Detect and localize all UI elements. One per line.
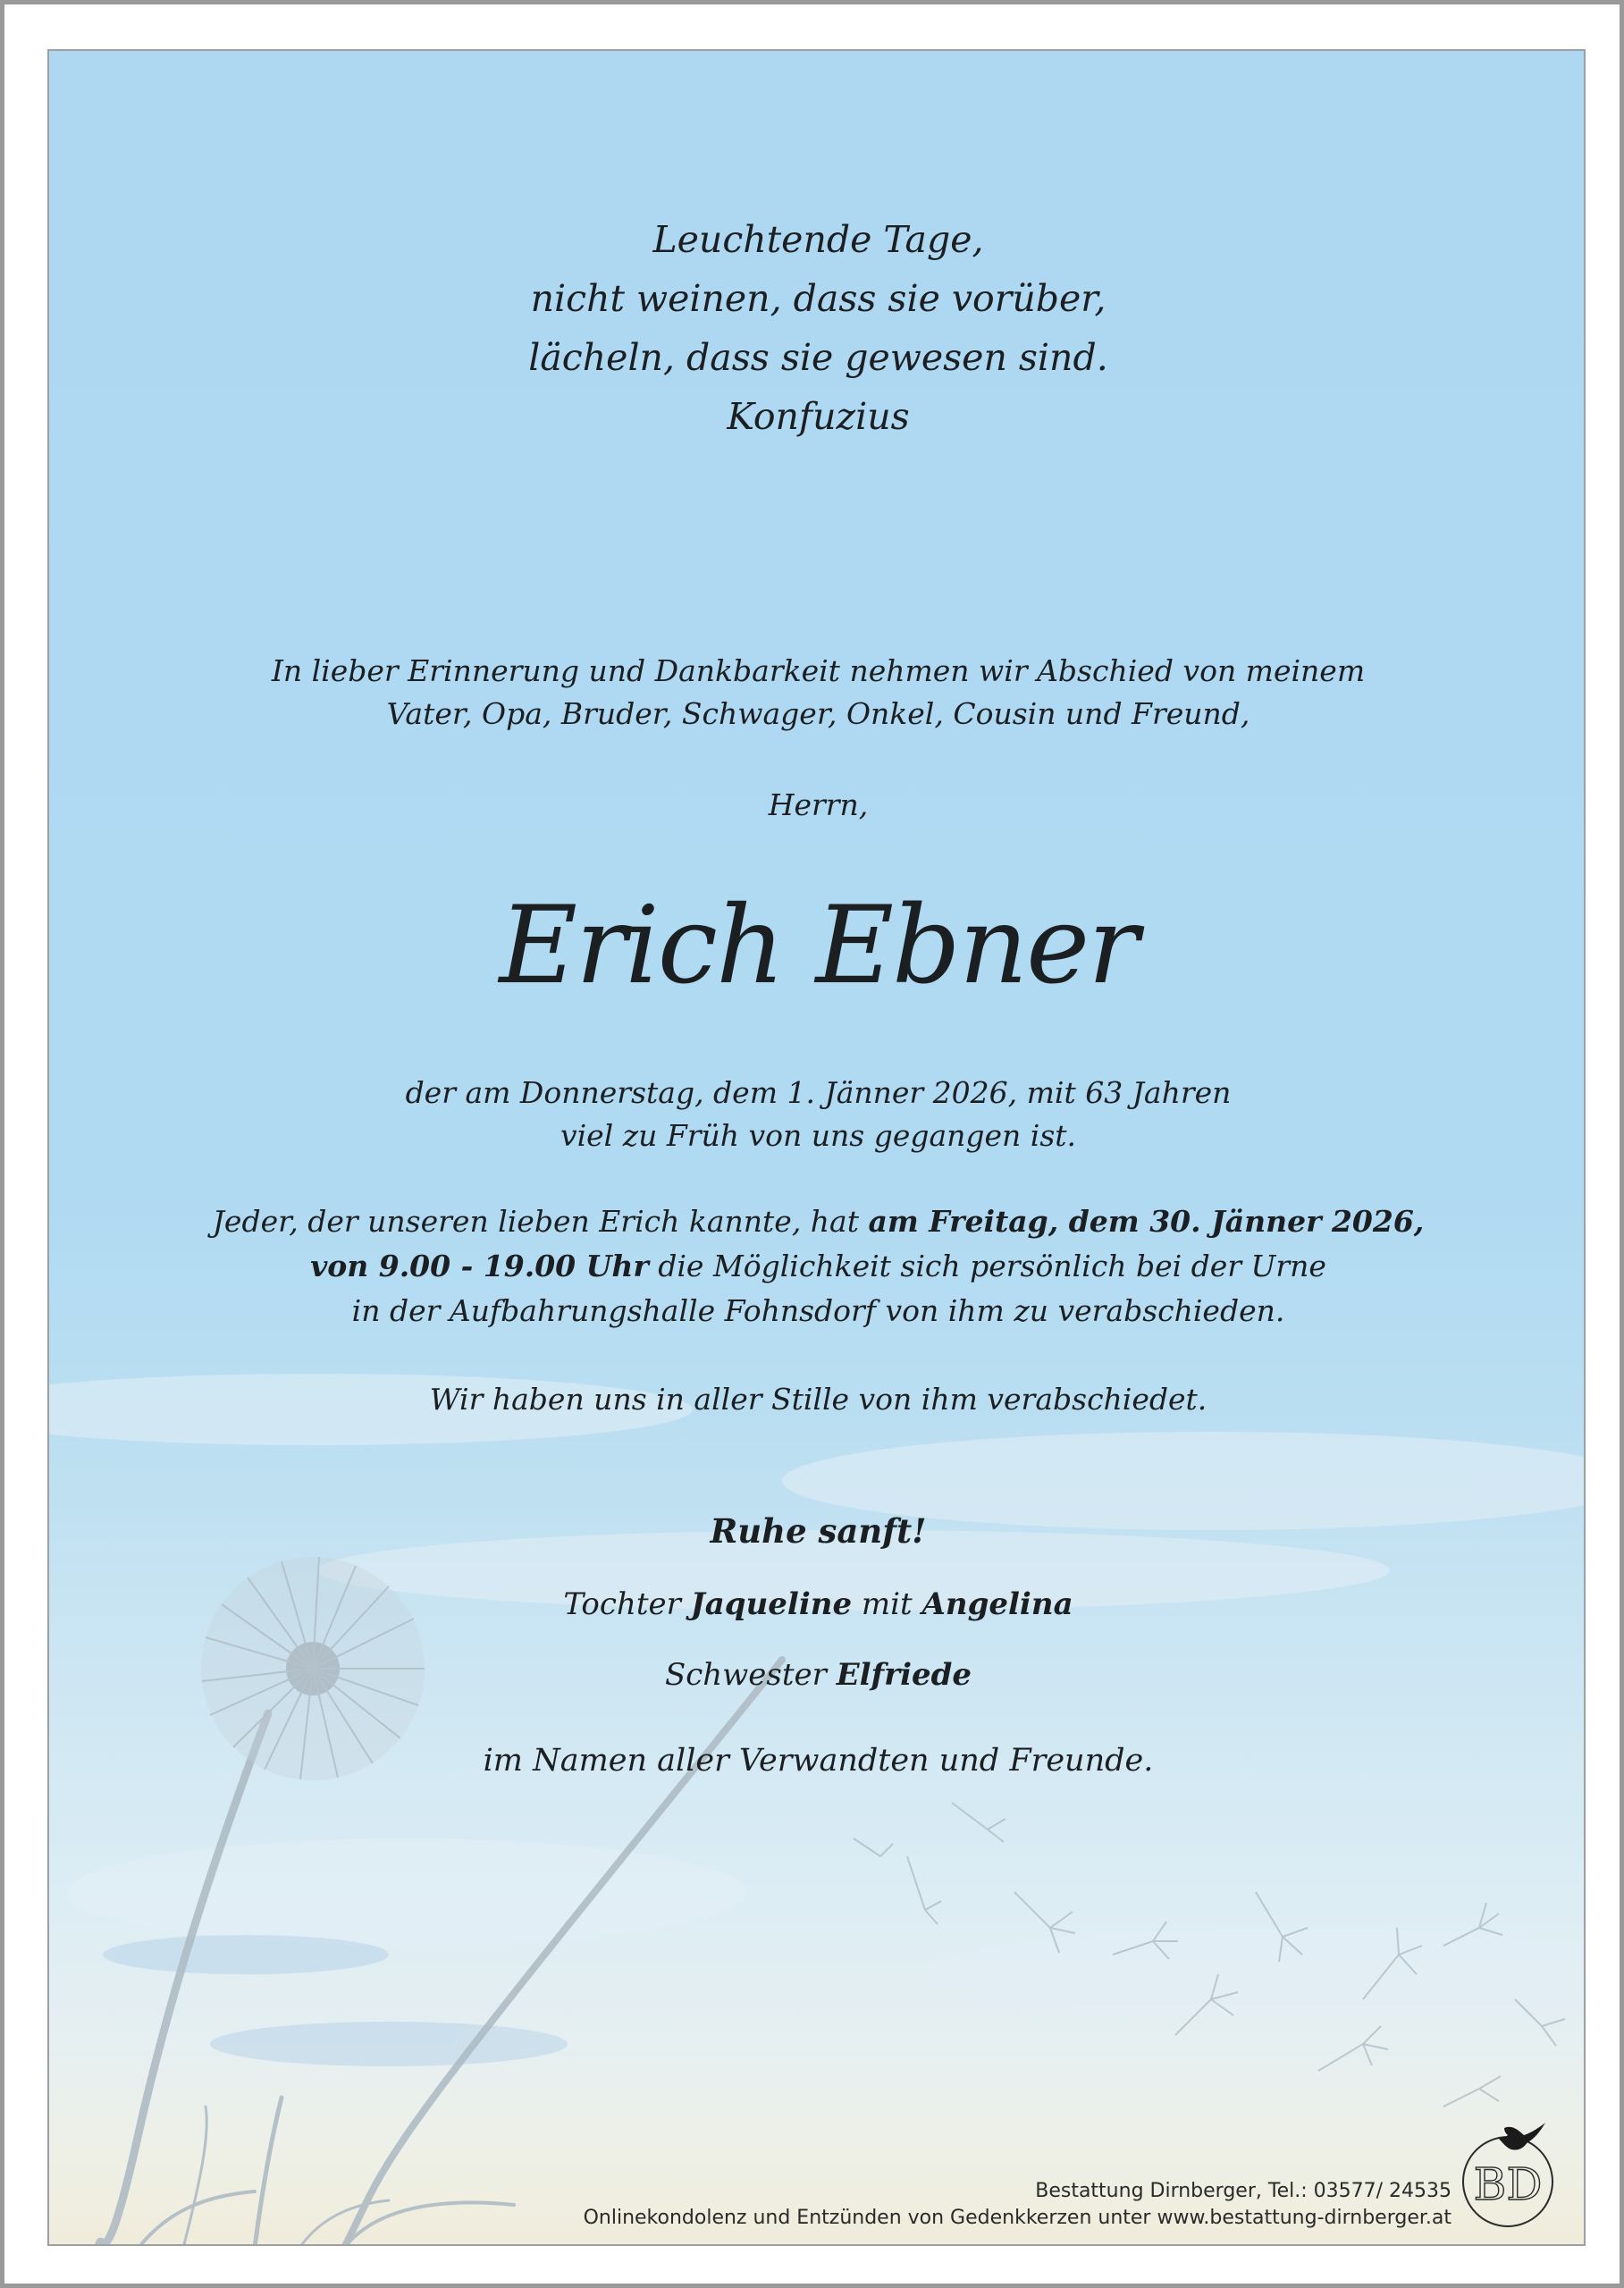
funeral-home-contact: Bestattung Dirnberger, Tel.: 03577/ 24535 [1035,2180,1452,2202]
poem-line: Leuchtende Tage, [652,218,984,261]
family-name: Elfriede [836,1657,972,1693]
family-relation: Schwester [664,1657,837,1693]
viewing-line-3: in der Aufbahrungshalle Fohnsdorf von ihm zu verabschieden. [351,1293,1285,1328]
memorial-poem [49,210,1586,446]
intro-paragraph [49,650,1586,736]
death-notice-line: der am Donnerstag, dem 1. Jänner 2026, mit 63 Jahren [405,1075,1232,1110]
salutation: Herrn, [768,787,869,822]
obituary-card [47,49,1586,2246]
funeral-home-logo [1452,2117,1569,2233]
intro-line: In lieber Erinnerung und Dankbarkeit nehmen wir Abschied von meinem [271,653,1366,688]
family-name: Jaqueline [690,1586,853,1622]
viewing-text: Jeder, der unseren lieben Erich kannte, hat [212,1204,869,1239]
viewing-text: die Möglichkeit sich persönlich bei der Urne [648,1249,1326,1283]
death-notice-line: viel zu Früh von uns gegangen ist. [560,1118,1077,1153]
intro-line: Vater, Opa, Bruder, Schwager, Onkel, Cousin und Freund, [386,696,1250,731]
family-row-daughter [49,1583,1586,1626]
closing-line: im Namen aller Verwandten und Freunde. [483,1743,1154,1779]
silence-note: Wir haben uns in aller Stille von ihm verabschiedet. [429,1382,1207,1417]
viewing-info [49,1199,1586,1333]
online-condolence-note: Onlinekondolenz und Entzünden von Gedenkkerzen unter www.bestattung-dirnberger.at [583,2207,1452,2229]
viewing-date: am Freitag, dem 30. Jänner 2026, [868,1204,1425,1239]
poem-line: nicht weinen, dass sie vorüber, [530,277,1107,320]
family-row-sister [49,1653,1586,1696]
family-joiner: mit [852,1586,922,1622]
viewing-time: von 9.00 - 19.00 Uhr [310,1249,649,1283]
deceased-name: Erich Ebner [499,884,1138,1008]
poem-line: lächeln, dass sie gewesen sind. [528,336,1108,379]
family-name: Angelina [921,1586,1073,1622]
death-notice [49,1072,1586,1157]
rest-in-peace: Ruhe sanft! [710,1511,927,1551]
viewing-line-1 [49,1199,1586,1244]
family-relation: Tochter [563,1586,691,1622]
viewing-line-2 [49,1244,1586,1289]
poem-author: Konfuzius [727,395,910,438]
logo-monogram: BD [1473,2158,1543,2210]
